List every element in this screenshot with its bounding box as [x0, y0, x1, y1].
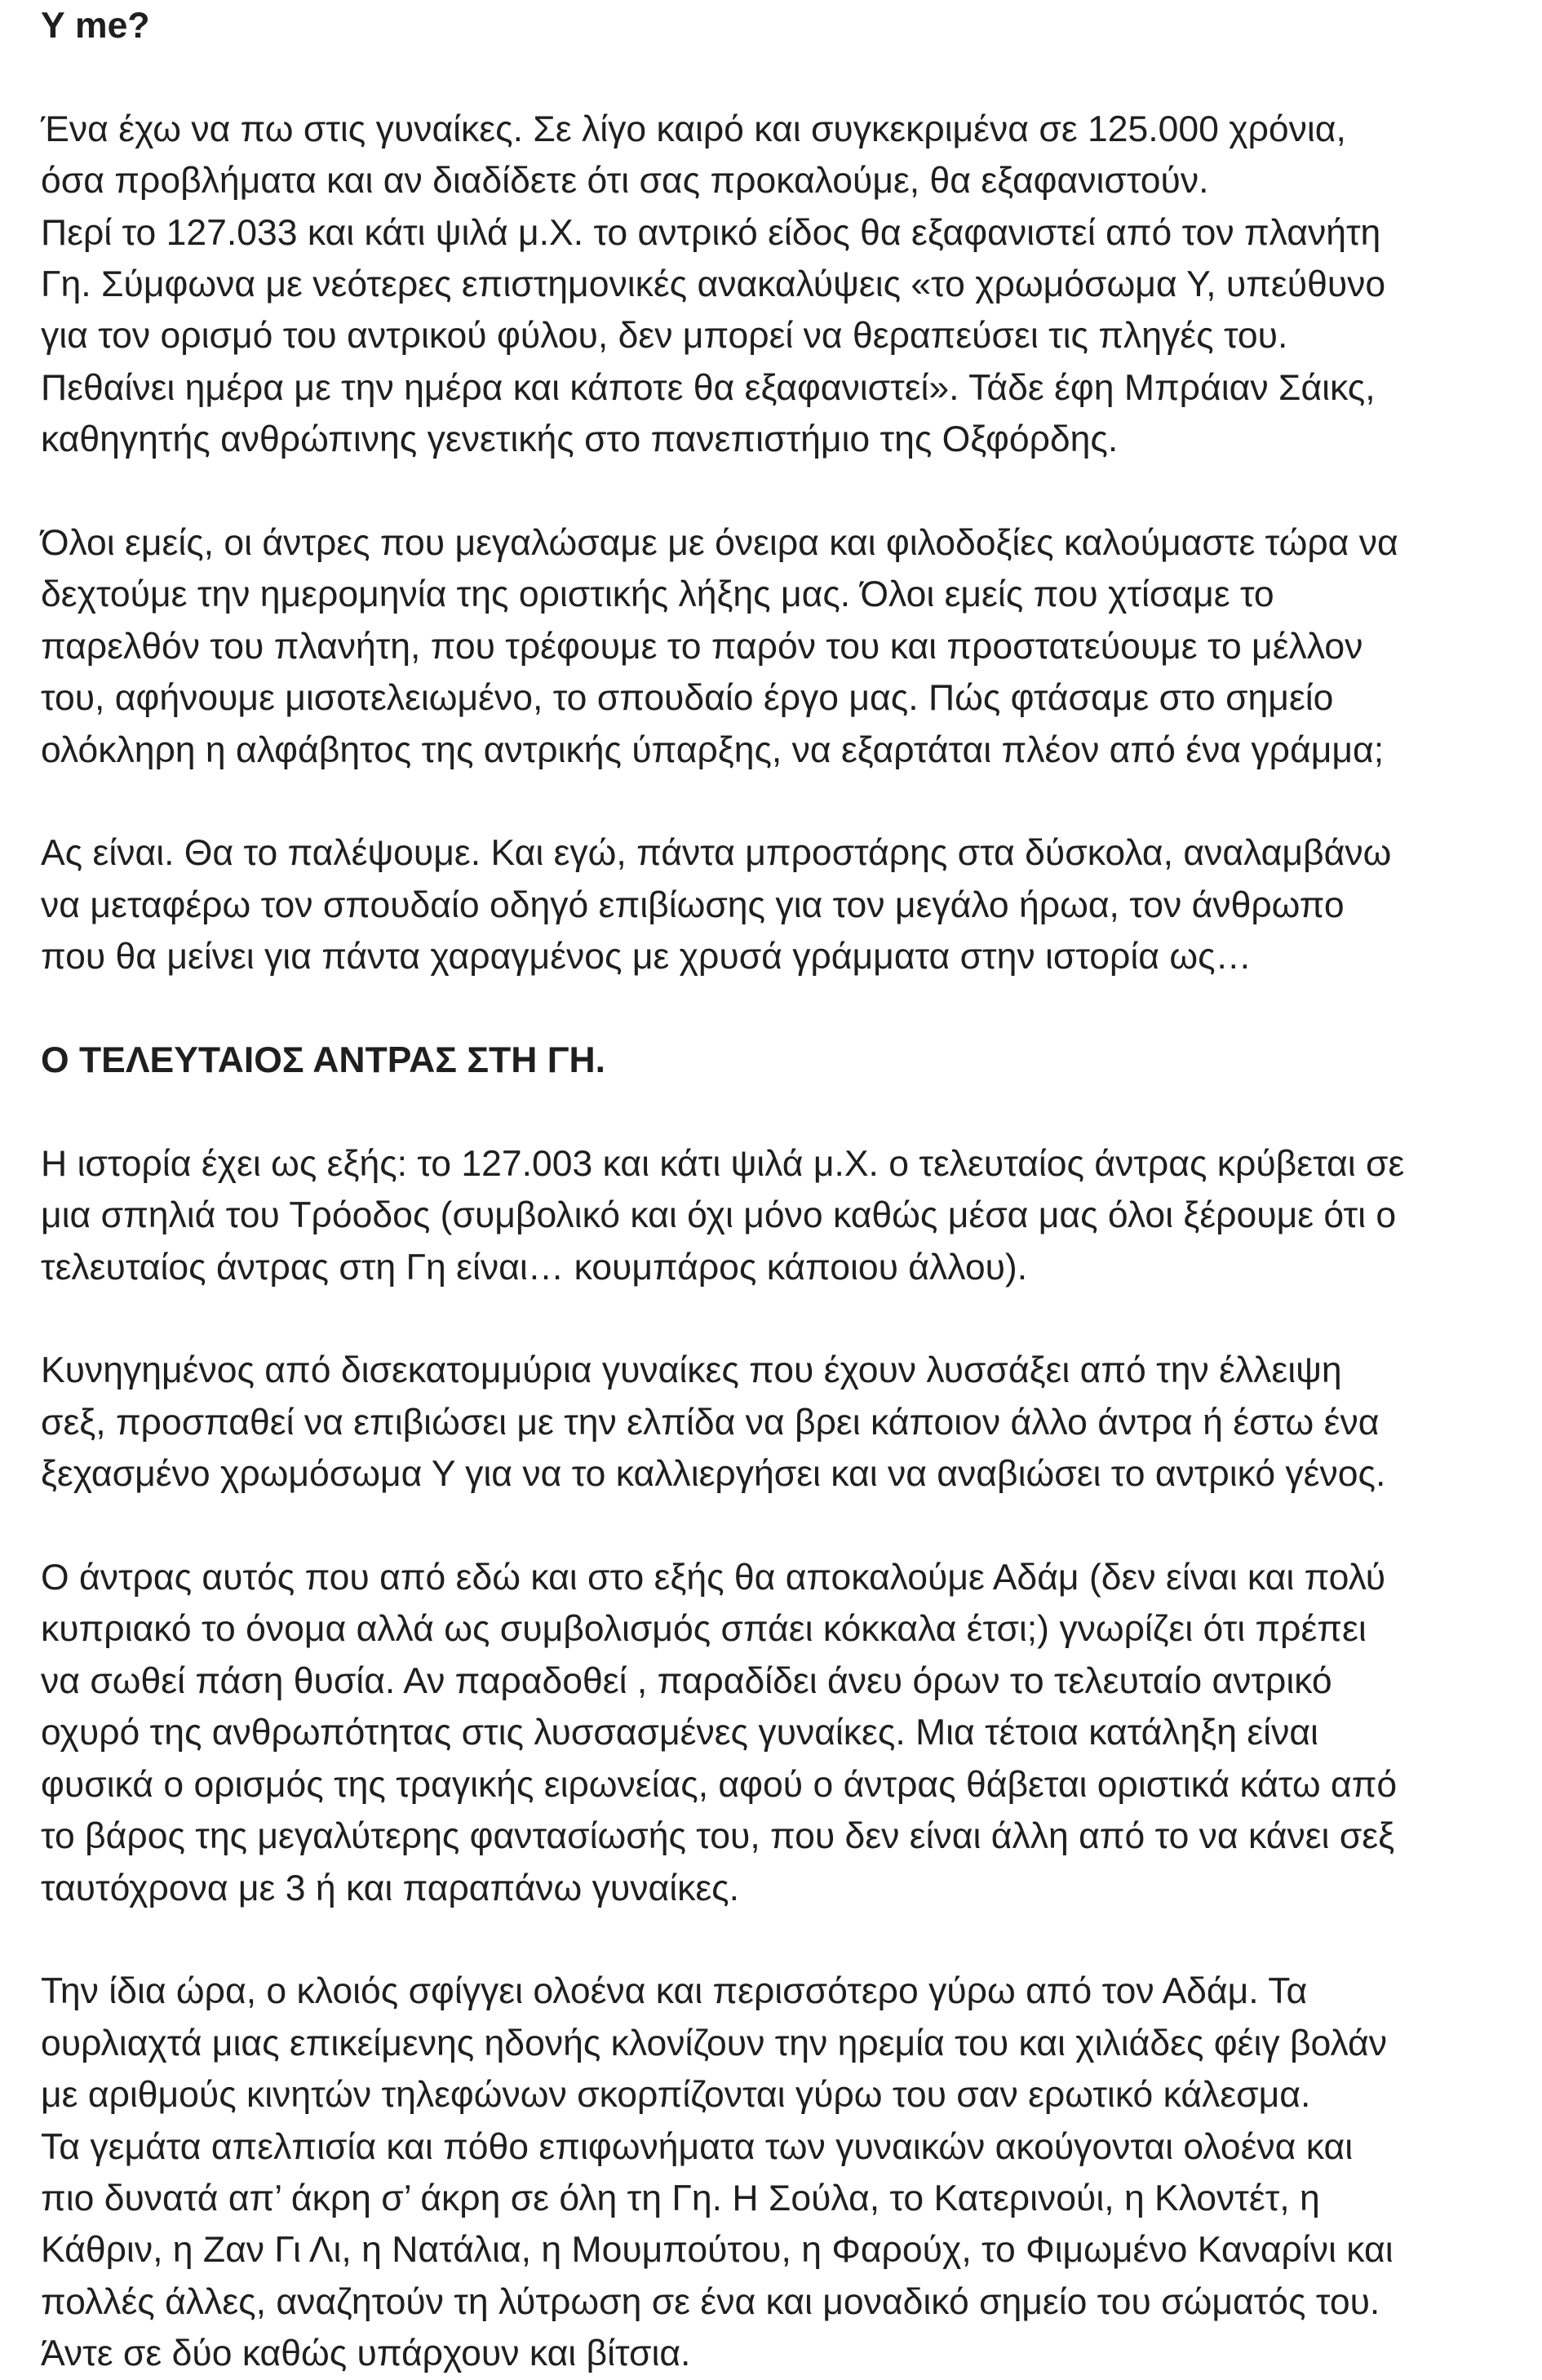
article-title: Υ me?	[41, 6, 150, 46]
spacer	[41, 466, 1526, 517]
spacer	[41, 51, 1526, 103]
text-line: σεξ, προσπαθεί να επιβιώσει με την ελπίδα να βρει κάποιον άλλο άντρα ή έστω ένα	[41, 1402, 1380, 1443]
text-line: Η ιστορία έχει ως εξής: το 127.003 και κάτι ψιλά μ.Χ. ο τελευταίος άντρας κρύβεται σε	[41, 1143, 1405, 1184]
text-line: Την ίδια ώρα, ο κλοιός σφίγγει ολοένα και περισσότερο γύρω από τον Αδάμ. Τα	[41, 1971, 1308, 2012]
text-line: Όλοι εμείς, οι άντρες που μεγαλώσαμε με όνειρα και φιλοδοξίες καλούμαστε τώρα να	[41, 523, 1398, 564]
text-line: τελευταίος άντρας στη Γη είναι… κουμπάρος κάποιου άλλου).	[41, 1247, 1028, 1288]
spacer	[41, 1086, 1526, 1137]
paragraph-2	[41, 517, 1526, 776]
paragraph-6	[41, 1552, 1526, 1914]
text-line: του, αφήνουμε μισοτελειωμένο, το σπουδαίο έργο μας. Πώς φτάσαμε στο σημείο	[41, 678, 1334, 719]
article	[41, 0, 1526, 2380]
text-line: το βάρος της μεγαλύτερης φαντασίωσής του, που δεν είναι άλλη από το να κάνει σεξ	[41, 1816, 1395, 1857]
spacer	[41, 1914, 1526, 1966]
text-line: μια σπηλιά του Τρόοδος (συμβολικό και όχι μόνο καθώς μέσα μας όλοι ξέρουμε ότι ο	[41, 1195, 1397, 1236]
text-line: Πεθαίνει ημέρα με την ημέρα και κάποτε θα εξαφανιστεί». Τάδε έφη Μπράιαν Σάικς,	[41, 367, 1376, 408]
spacer	[41, 1500, 1526, 1552]
text-line: όσα προβλήματα και αν διαδίδετε ότι σας προκαλούμε, θα εξαφανιστούν.	[41, 161, 1209, 202]
spacer	[41, 983, 1526, 1035]
paragraph-7	[41, 1966, 1526, 2379]
text-line: να μεταφέρω τον σπουδαίο οδηγό επιβίωσης για τον μεγάλο ήρωα, τον άνθρωπο	[41, 884, 1345, 925]
text-line: δεχτούμε την ημερομηνία της οριστικής λήξης μας. Όλοι εμείς που χτίσαμε το	[41, 574, 1274, 615]
paragraph-1	[41, 104, 1526, 466]
text-line: Κυνηγημένος από δισεκατομμύρια γυναίκες που έχουν λυσσάξει από την έλλειψη	[41, 1350, 1342, 1391]
text-line: ξεχασμένο χρωμόσωμα Υ για να το καλλιεργήσει και να αναβιώσει το αντρικό γένος.	[41, 1454, 1386, 1495]
text-line: ταυτόχρονα με 3 ή και παραπάνω γυναίκες.	[41, 1868, 739, 1908]
text-line: ολόκληρη η αλφάβητος της αντρικής ύπαρξης, να εξαρτάται πλέον από ένα γράμμα;	[41, 729, 1385, 770]
text-line: κυπριακό το όνομα αλλά ως συμβολισμός σπάει κόκκαλα έτσι;) γνωρίζει ότι πρέπει	[41, 1609, 1367, 1650]
text-line: Άντε σε δύο καθώς υπάρχουν και βίτσια.	[41, 2333, 691, 2374]
paragraph-5	[41, 1345, 1526, 1500]
text-line: που θα μείνει για πάντα χαραγμένος με χρυσά γράμματα στην ιστορία ως…	[41, 937, 1252, 977]
spacer	[41, 1293, 1526, 1345]
paragraph-3	[41, 827, 1526, 982]
text-line: καθηγητής ανθρώπινης γενετικής στο πανεπιστήμιο της Οξφόρδης.	[41, 419, 1119, 460]
text-line: πολλές άλλες, αναζητούν τη λύτρωση σε ένα και μοναδικό σημείο του σώματός του.	[41, 2281, 1380, 2322]
text-line: Ένα έχω να πω στις γυναίκες. Σε λίγο καιρό και συγκεκριμένα σε 125.000 χρόνια,	[41, 109, 1346, 149]
text-line: Ας είναι. Θα το παλέψουμε. Και εγώ, πάντα μπροστάρης στα δύσκολα, αναλαμβάνω	[41, 833, 1392, 874]
paragraph-4	[41, 1138, 1526, 1293]
spacer	[41, 776, 1526, 827]
text-line: πιο δυνατά απ’ άκρη σ’ άκρη σε όλη τη Γη. Η Σούλα, το Κατερινούι, η Κλοντέτ, η	[41, 2178, 1320, 2218]
text-line: Κάθριν, η Ζαν Γι Λι, η Νατάλια, η Μουμπούτου, η Φαρούχ, το Φιμωμένο Καναρίνι και	[41, 2230, 1394, 2271]
text-line: με αριθμούς κινητών τηλεφώνων σκορπίζονται γύρω του σαν ερωτικό κάλεσμα.	[41, 2075, 1311, 2116]
text-line: Περί το 127.033 και κάτι ψιλά μ.Χ. το αντρικό είδος θα εξαφανιστεί από τον πλανήτη	[41, 212, 1381, 253]
text-line: για τον ορισμό του αντρικού φύλου, δεν μπορεί να θεραπεύσει τις πληγές του.	[41, 316, 1288, 357]
text-line: να σωθεί πάση θυσία. Αν παραδοθεί , παραδίδει άνευ όρων το τελευταίο αντρικό	[41, 1660, 1332, 1701]
text-line: Ο άντρας αυτός που από εδώ και στο εξής θα αποκαλούμε Αδάμ (δεν είναι και πολύ	[41, 1558, 1386, 1598]
text-line: Γη. Σύμφωνα με νεότερες επιστημονικές ανακαλύψεις «το χρωμόσωμα Υ, υπεύθυνο	[41, 264, 1386, 305]
text-line: φυσικά ο ορισμός της τραγικής ειρωνείας, αφού ο άντρας θάβεται οριστικά κάτω από	[41, 1764, 1398, 1805]
text-line: ουρλιαχτά μιας επικείμενης ηδονής κλονίζουν την ηρεμία του και χιλιάδες φέιγ βολάν	[41, 2023, 1387, 2063]
text-line: παρελθόν του πλανήτη, που τρέφουμε το παρόν του και προστατεύουμε το μέλλον	[41, 626, 1363, 667]
section-heading: Ο ΤΕΛΕΥΤΑΙΟΣ ΑΝΤΡΑΣ ΣΤΗ ΓΗ.	[41, 1040, 605, 1081]
text-line: Τα γεμάτα απελπισία και πόθο επιφωνήματα των γυναικών ακούγονται ολοένα και	[41, 2126, 1354, 2167]
text-line: οχυρό της ανθρωπότητας στις λυσσασμένες γυναίκες. Μια τέτοια κατάληξη είναι	[41, 1713, 1318, 1753]
